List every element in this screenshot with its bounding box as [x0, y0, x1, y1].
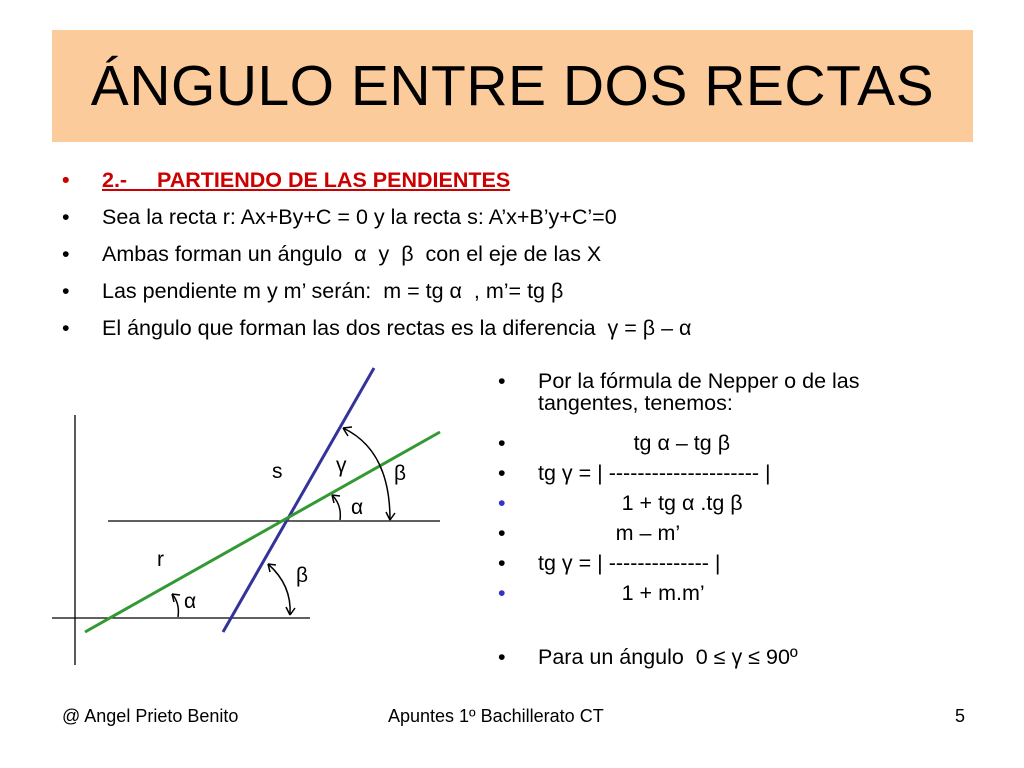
bullet-icon: • — [62, 242, 70, 266]
list-item — [498, 432, 958, 462]
bullet-icon: • — [498, 645, 506, 669]
bullet-text: Las pendiente m y m’ serán: m = tg α , m’= tg β — [102, 279, 564, 303]
bullet-text: El ángulo que forman las dos rectas es la diferencia γ = β – α — [102, 316, 692, 340]
bullet-icon: • — [62, 168, 70, 192]
label-beta-bottom: β — [296, 564, 309, 587]
bullet-text: Ambas forman un ángulo α y β con el eje de las X — [102, 242, 602, 266]
bullet-icon: • — [498, 431, 506, 455]
bullet-icon: • — [62, 316, 70, 340]
footer-author: @ Angel Prieto Benito — [62, 706, 239, 726]
formula-text: tg γ = | --------------------- | — [538, 461, 771, 485]
list-item — [498, 582, 958, 612]
formula-text: tg α – tg β — [538, 431, 731, 455]
bullet-icon: • — [498, 551, 506, 575]
label-gamma: γ — [336, 454, 347, 477]
label-s: s — [272, 460, 283, 483]
bullet-icon: • — [498, 369, 506, 393]
bullet-icon: • — [498, 491, 506, 515]
section-heading: 2.- PARTIENDO DE LAS PENDIENTES — [102, 168, 511, 192]
label-alpha-top: α — [351, 496, 364, 519]
page-title: ÁNGULO ENTRE DOS RECTAS — [90, 54, 935, 118]
list-item — [498, 370, 958, 432]
formula-list — [498, 370, 958, 676]
list-item — [498, 492, 958, 522]
bullet-icon: • — [62, 279, 70, 303]
formula-text: 1 + m.m’ — [538, 581, 705, 605]
list-item — [498, 646, 958, 676]
bullet-text: Sea la recta r: Ax+By+C = 0 y la recta s: A’x+B’y+C’=0 — [102, 205, 617, 229]
formula-text: Para un ángulo 0 ≤ γ ≤ 90º — [538, 645, 798, 669]
formula-text: m – m’ — [538, 521, 681, 545]
formula-text: Por la fórmula de Nepper o de las tangentes, tenemos: — [538, 369, 860, 415]
footer-course: Apuntes 1º Bachillerato CT — [388, 706, 604, 726]
footer-page-number: 5 — [955, 706, 966, 726]
bullet-icon: • — [498, 521, 506, 545]
list-item — [498, 462, 958, 492]
label-alpha-bottom: α — [184, 590, 197, 613]
list-item — [498, 522, 958, 552]
bullet-icon: • — [62, 205, 70, 229]
list-spacer — [498, 612, 958, 646]
label-beta-top: β — [394, 462, 407, 485]
bullet-icon: • — [498, 461, 506, 485]
formula-text: 1 + tg α .tg β — [538, 491, 743, 515]
label-r: r — [157, 548, 164, 571]
formula-text: tg γ = | -------------- | — [538, 551, 721, 575]
list-item — [498, 552, 958, 582]
bullet-icon: • — [498, 581, 506, 605]
line-r — [85, 432, 440, 632]
